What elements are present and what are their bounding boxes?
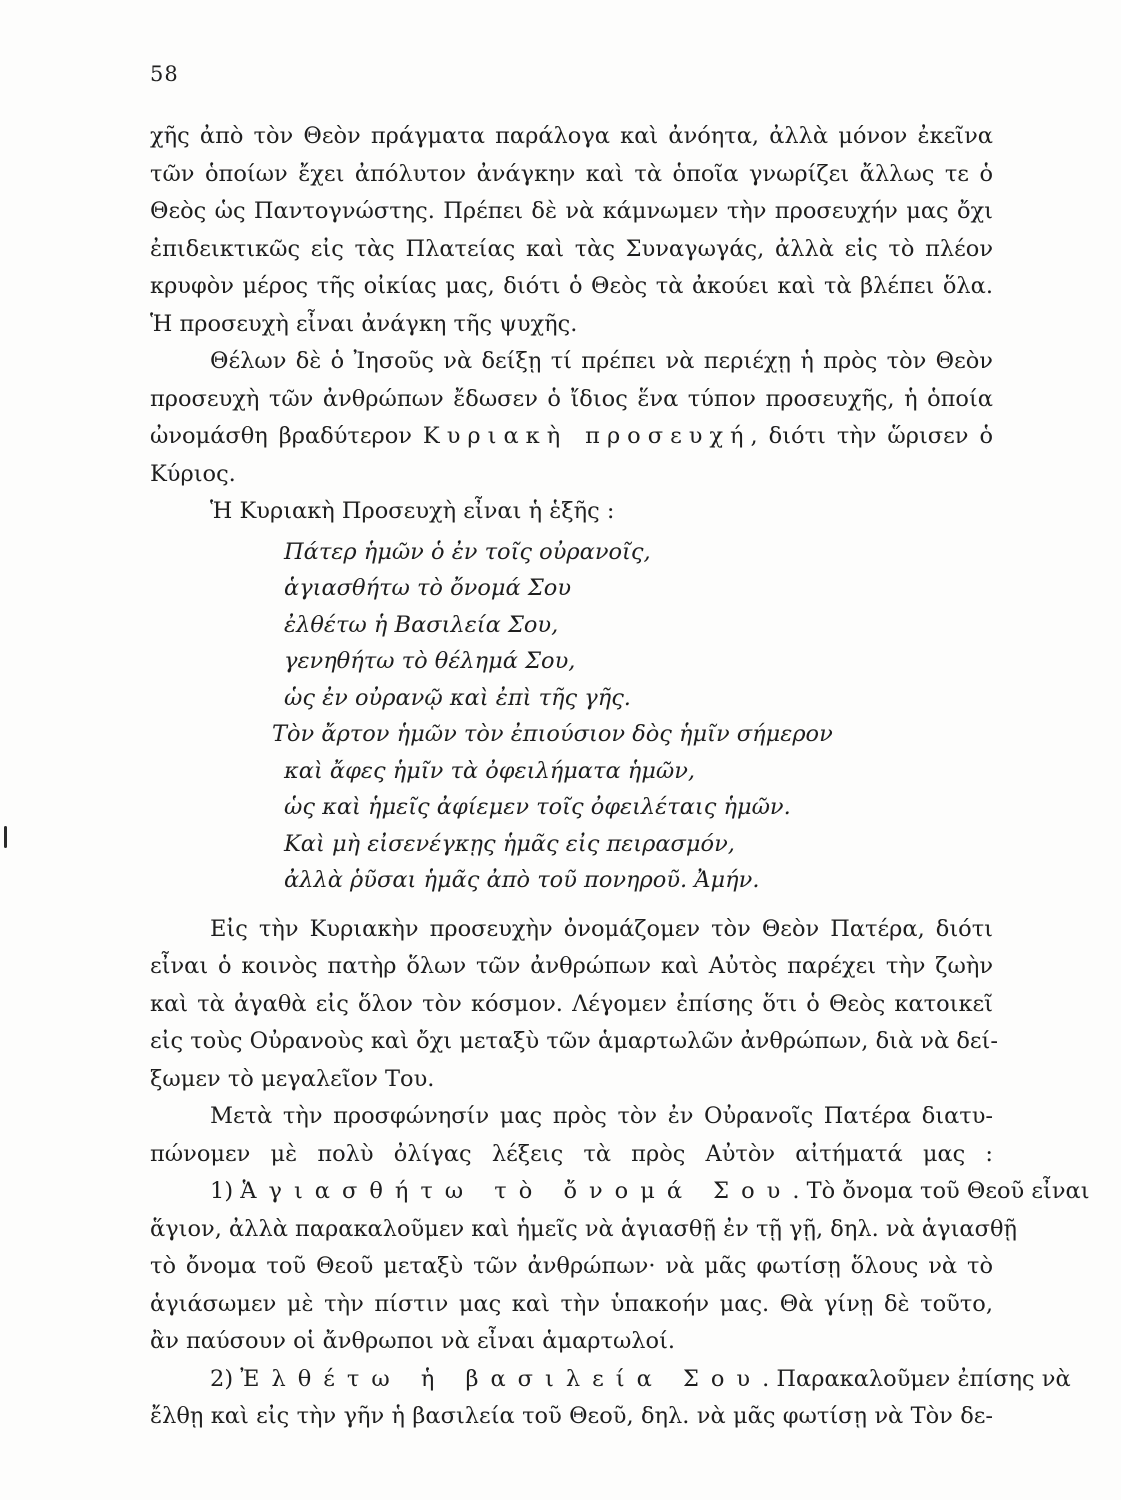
spaced-emphasis: Ἁγιασθήτω τὸ ὄνομά Σου <box>240 1178 793 1204</box>
text-line: χῆς ἀπὸ τὸν Θεὸν πράγματα παράλογα καὶ ἀνόητα, ἀλλὰ μόνον ἐκεῖνα <box>150 123 993 149</box>
prayer-line: καὶ ἄφες ἡμῖν τὰ ὀφειλήματα ἡμῶν, <box>284 757 696 784</box>
text-line: Θεὸς ὡς Παντογνώστης. Πρέπει δὲ νὰ κάμνωμεν τὴν προσευχήν μας ὄχι <box>150 198 993 224</box>
prayer-line: Τὸν ἄρτον ἡμῶν τὸν ἐπιούσιον δὸς ἡμῖν σήμερον <box>272 721 833 747</box>
petition-1 <box>150 1173 1090 1361</box>
text-line: ἐπιδεικτικῶς εἰς τὰς Πλατείας καὶ τὰς Συναγωγάς, ἀλλὰ εἰς τὸ πλέον <box>150 235 993 262</box>
spaced-emphasis: Ἐλθέτω ἡ βασιλεία Σου <box>240 1365 763 1392</box>
text-line: προσευχὴ τῶν ἀνθρώπων ἔδωσεν ὁ ἴδιος ἕνα τύπον προσευχῆς, ἡ ὁποία <box>150 385 993 412</box>
text-line <box>150 1361 1071 1399</box>
scan-edge-mark <box>4 826 7 848</box>
text-line: πώνομεν μὲ πολὺ ὀλίγας λέξεις τὰ πρὸς Αὐτὸν αἰτήματά μας : <box>150 1140 993 1167</box>
petition-2 <box>150 1361 1071 1436</box>
paragraph-1 <box>150 118 993 343</box>
paragraph-2 <box>150 343 993 493</box>
prayer-line: ἀλλὰ ῥῦσαι ἡμᾶς ἀπὸ τοῦ πονηροῦ. Ἀμήν. <box>284 867 760 893</box>
text-line: Εἰς τὴν Κυριακὴν προσευχὴν ὀνομάζομεν τὸν Θεὸν Πατέρα, διότι <box>210 915 993 942</box>
text-run: , διότι τὴν ὥρισεν ὁ <box>750 423 994 449</box>
text-line: ἔλθῃ καὶ εἰς τὴν γῆν ἡ βασιλεία τοῦ Θεοῦ, δηλ. νὰ μᾶς φωτίσῃ νὰ Τὸν δε- <box>150 1403 993 1429</box>
prayer-line: γενηθήτω τὸ θέλημά Σου, <box>284 648 576 674</box>
text-line: εἰς τοὺς Οὐρανοὺς καὶ ὄχι μεταξὺ τῶν ἁμαρτωλῶν ἀνθρώπων, διὰ νὰ δεί- <box>150 1028 998 1054</box>
text-line: καὶ τὰ ἀγαθὰ εἰς ὅλον τὸν κόσμον. Λέγομεν ἐπίσης ὅτι ὁ Θεὸς κατοικεῖ <box>150 990 993 1017</box>
text-line: ἅγιον, ἀλλὰ παρακαλοῦμεν καὶ ἡμεῖς νὰ ἁγιασθῇ ἐν τῇ γῇ, δηλ. νὰ ἁγιασθῇ <box>150 1215 1017 1242</box>
text-line: κρυφὸν μέρος τῆς οἰκίας μας, διότι ὁ Θεὸς τὰ ἀκούει καὶ τὰ βλέπει ὅλα. <box>150 273 993 299</box>
text-line: Θέλων δὲ ὁ Ἰησοῦς νὰ δείξῃ τί πρέπει νὰ περιέχῃ ἡ πρὸς τὸν Θεὸν <box>210 348 993 374</box>
text-run: . Τὸ ὄνομα τοῦ Θεοῦ εἶναι <box>792 1178 1090 1204</box>
prayer-line: ἁγιασθήτω τὸ ὄνομά Σου <box>284 575 572 601</box>
text-line: εἶναι ὁ κοινὸς πατὴρ ὅλων τῶν ἀνθρώπων καὶ Αὐτὸς παρέχει τὴν ζωὴν <box>150 953 993 979</box>
prayer-line: ὡς ἐν οὐρανῷ καὶ ἐπὶ τῆς γῆς. <box>284 684 631 711</box>
text-line: ξωμεν τὸ μεγαλεῖον Του. <box>150 1065 435 1092</box>
petition-number: 1) <box>210 1178 241 1204</box>
text-line: Κύριος. <box>150 460 236 487</box>
prayer-line: ἐλθέτω ἡ Βασιλεία Σου, <box>284 611 559 638</box>
text-run: ὠνομάσθη βραδύτερον <box>150 423 423 449</box>
petition-number: 2) <box>210 1365 241 1392</box>
paragraph-3 <box>150 911 998 1099</box>
prayer-line: ὡς καὶ ἡμεῖς ἀφίεμεν τοῖς ὀφειλέταις ἡμῶν. <box>284 794 791 820</box>
text-line: ἁγιάσωμεν μὲ τὴν πίστιν μας καὶ τὴν ὑπακοήν μας. Θὰ γίνῃ δὲ τοῦτο, <box>150 1290 993 1317</box>
text-line: Ἡ προσευχὴ εἶναι ἀνάγκη τῆς ψυχῆς. <box>150 310 578 337</box>
text-line <box>150 418 993 456</box>
text-line: ἂν παύσουν οἱ ἄνθρωποι νὰ εἶναι ἁμαρτωλοί. <box>150 1328 676 1354</box>
text-run: . Παρακαλοῦμεν ἐπίσης νὰ <box>762 1365 1071 1392</box>
spaced-emphasis: Κυριακὴ προσευχή <box>422 423 751 449</box>
prayer-line: Πάτερ ἡμῶν ὁ ἐν τοῖς οὐρανοῖς, <box>284 538 651 565</box>
text-line <box>150 1173 1090 1211</box>
text-line: Μετὰ τὴν προσφώνησίν μας πρὸς τὸν ἐν Οὐρανοῖς Πατέρα διατυ- <box>210 1103 993 1129</box>
page-body <box>150 118 1090 1436</box>
text-line: τῶν ὁποίων ἔχει ἀπόλυτον ἀνάγκην καὶ τὰ ὁποῖα γνωρίζει ἄλλως τε ὁ <box>150 160 993 187</box>
text-line: τὸ ὄνομα τοῦ Θεοῦ μεταξὺ τῶν ἀνθρώπων· νὰ μᾶς φωτίσῃ ὅλους νὰ τὸ <box>150 1253 993 1279</box>
prayer-intro: Ἡ Κυριακὴ Προσευχὴ εἶναι ἡ ἑξῆς : <box>210 498 615 524</box>
page-number: 58 <box>150 62 179 86</box>
paragraph-4 <box>150 1098 993 1173</box>
prayer-line: Καὶ μὴ εἰσενέγκῃς ἡμᾶς εἰς πειρασμόν, <box>284 830 735 857</box>
lords-prayer <box>150 531 993 911</box>
